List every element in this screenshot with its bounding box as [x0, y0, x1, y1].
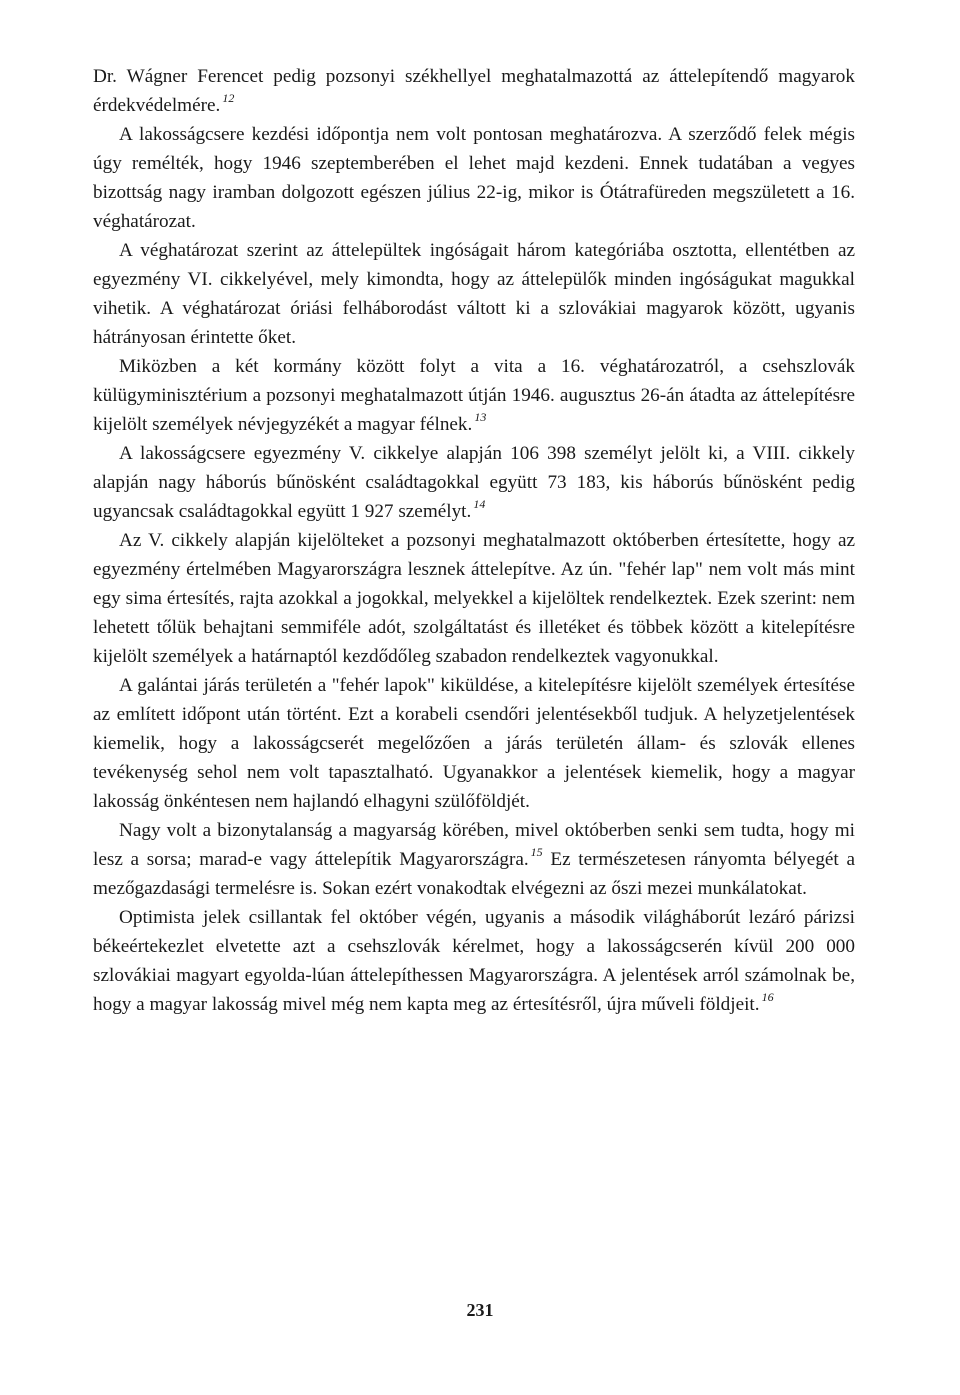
paragraph-text: A lakosságcsere kezdési időpontja nem volt pontosan meghatározva. A szerződő felek mégis úgy remélték, hogy 1946 szeptemberében el lehet majd kezdeni. Ennek tudatában a vegyes bizottság nagy iramban dolgozott egészen július 22-ig, mikor is Ótátrafüreden megszületett a 16. véghatározat.: [93, 124, 855, 232]
paragraph: [93, 120, 855, 236]
paragraph-text: Dr. Wágner Ferencet pedig pozsonyi székhellyel meghatalmazottá az áttelepítendő magyarok érdekvédelmére.: [93, 66, 855, 116]
paragraph-text: Miközben a két kormány között folyt a vita a 16. véghatározatról, a csehszlovák külügyminisztérium a pozsonyi meghatalmazott útján 1946. augusztus 26-án átadta az áttelepítésre kijelölt személyek névjegyzékét a magyar félnek.: [93, 356, 855, 435]
paragraph: [93, 439, 855, 526]
paragraph: [93, 671, 855, 816]
document-body: [93, 62, 855, 1019]
paragraph-text: Nagy volt a bizonytalanság a magyarság körében, mivel októberben senki sem tudta, hogy mi lesz a sorsa; marad-e vagy áttelepítik Magyarországra.: [93, 820, 855, 870]
paragraph-text: A lakosságcsere egyezmény V. cikkelye alapján 106 398 személyt jelölt ki, a VIII. cikkely alapján nagy háborús bűnösként családtagokkal együtt 73 183, kis háborús bűnösként pedig ugyancsak családtagokkal együtt 1 927 személyt.: [93, 443, 855, 522]
paragraph-text: Az V. cikkely alapján kijelölteket a pozsonyi meghatalmazott októberben értesítette, hogy az egyezmény értelmében Magyarországra lesznek áttelepítve. Az ún. "fehér lap" nem volt más mint egy sima értesítés, rajta azokkal a jogokkal, melyekkel a kijelöltek rendelkeztek. Ezek szerint: nem lehetett tőlük behajtani semmiféle adót, szolgáltatást és illetéket és többek között a kitelepítésre kijelölt személyek a határnaptól kezdődőleg szabadon rendelkeztek vagyonukkal.: [93, 530, 855, 667]
footnote-marker: 16: [761, 990, 774, 1004]
page-number: 231: [466, 1300, 494, 1320]
footnote-marker: 13: [474, 410, 487, 424]
footnote-marker: 14: [473, 497, 486, 511]
paragraph-text: A véghatározat szerint az áttelepültek ingóságait három kategóriába osztotta, ellentétben az egyezmény VI. cikkelyével, mely kimondta, hogy az áttelepülők minden ingóságukat magukkal vihetik. A véghatározat óriási felháborodást váltott ki a szlovákiai magyarok között, ugyanis hátrányosan érintette őket.: [93, 240, 855, 348]
paragraph: [93, 903, 855, 1019]
paragraph-text-continued: Ez természetesen rányomta bélyegét a mezőgazdasági termelésre is. Sokan ezért vonakodtak elvégezni az őszi mezei munkálatokat.: [93, 849, 855, 899]
paragraph: [93, 352, 855, 439]
paragraph-text: A galántai járás területén a "fehér lapok" kiküldése, a kitelepítésre kijelölt személyek értesítése az említett időpont után történt. Ezt a korabeli csendőri jelentésekből tudjuk. A helyzetjelentések kiemelik, hogy a lakosságcserét megelőzően a járás területén állam- és szlovák ellenes tevékenység sehol nem volt tapasztalható. Ugyanakkor a jelentések kiemelik, hogy a magyar lakosság önkéntesen nem hajlandó elhagyni szülőföldjét.: [93, 675, 855, 812]
paragraph: [93, 236, 855, 352]
paragraph: [93, 526, 855, 671]
paragraph-text: Optimista jelek csillantak fel október végén, ugyanis a második világháborút lezáró párizsi békeértekezlet elvetette azt a csehszlovák kérelmet, hogy a lakosságcserén kívül 200 000 szlovákiai magyart egyolda-lúan áttelepíthessen Magyarországra. A jelentések arról számolnak be, hogy a magyar lakosság mivel még nem kapta meg az értesítésről, újra műveli földjeit.: [93, 907, 855, 1015]
paragraph: [93, 816, 855, 903]
footnote-marker: 12: [222, 91, 235, 105]
footnote-marker: 15: [530, 845, 543, 859]
paragraph: [93, 62, 855, 120]
